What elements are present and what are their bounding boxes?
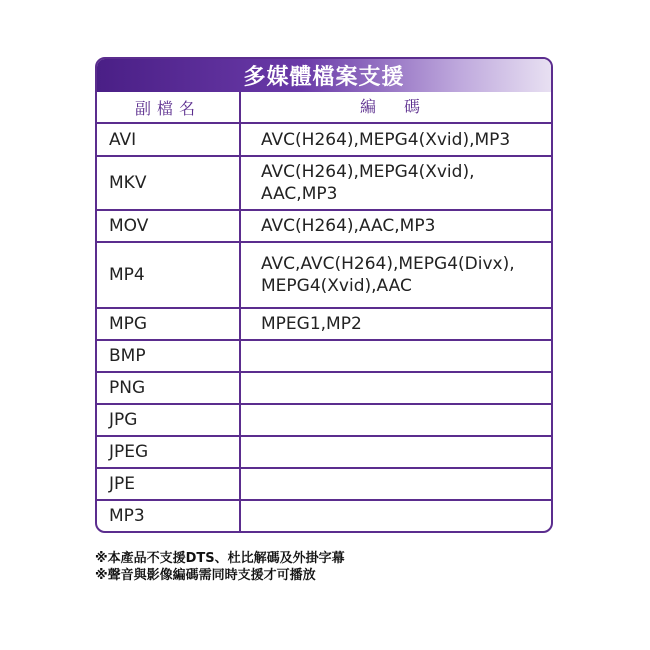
footnotes <box>95 550 345 584</box>
extension-cell: MP3 <box>97 501 241 531</box>
table-row <box>97 499 551 531</box>
codec-cell: AVC,AVC(H264),MEPG4(Divx), MEPG4(Xvid),AAC <box>261 254 515 296</box>
table-row <box>97 403 551 435</box>
codec-cell: AVC(H264),MEPG4(Xvid), AAC,MP3 <box>261 162 475 204</box>
codec-cell <box>241 501 551 531</box>
extension-cell: MP4 <box>97 243 241 307</box>
footnote-line: ※本產品不支援DTS、杜比解碼及外掛字幕 <box>95 551 345 566</box>
extension-cell: MOV <box>97 211 241 241</box>
codec-cell <box>241 469 551 499</box>
format-support-table <box>95 57 553 533</box>
table-row <box>97 467 551 499</box>
extension-cell: AVI <box>97 124 241 155</box>
extension-cell: JPEG <box>97 437 241 467</box>
table-row <box>97 155 551 209</box>
header-codec: 編 碼 <box>359 97 426 116</box>
codec-cell: AVC(H264),AAC,MP3 <box>261 216 436 236</box>
table-row <box>97 241 551 307</box>
table-row <box>97 435 551 467</box>
table-row <box>97 339 551 371</box>
table-row <box>97 371 551 403</box>
codec-cell <box>241 437 551 467</box>
extension-cell: JPG <box>97 405 241 435</box>
extension-cell: JPE <box>97 469 241 499</box>
footnote-line: ※聲音與影像編碼需同時支援才可播放 <box>95 568 316 583</box>
codec-cell: AVC(H264),MEPG4(Xvid),MP3 <box>261 129 511 150</box>
table-row <box>97 122 551 155</box>
extension-cell: MKV <box>97 157 241 209</box>
codec-cell: MPEG1,MP2 <box>261 314 362 334</box>
table-row <box>97 307 551 339</box>
codec-cell <box>241 341 551 371</box>
table-title: 多媒體檔案支援 <box>97 59 551 92</box>
codec-cell <box>241 373 551 403</box>
extension-cell: PNG <box>97 373 241 403</box>
header-extension: 副檔名 <box>97 92 241 122</box>
table-header-row <box>97 92 551 122</box>
codec-cell <box>241 405 551 435</box>
table-row <box>97 209 551 241</box>
extension-cell: MPG <box>97 309 241 339</box>
extension-cell: BMP <box>97 341 241 371</box>
